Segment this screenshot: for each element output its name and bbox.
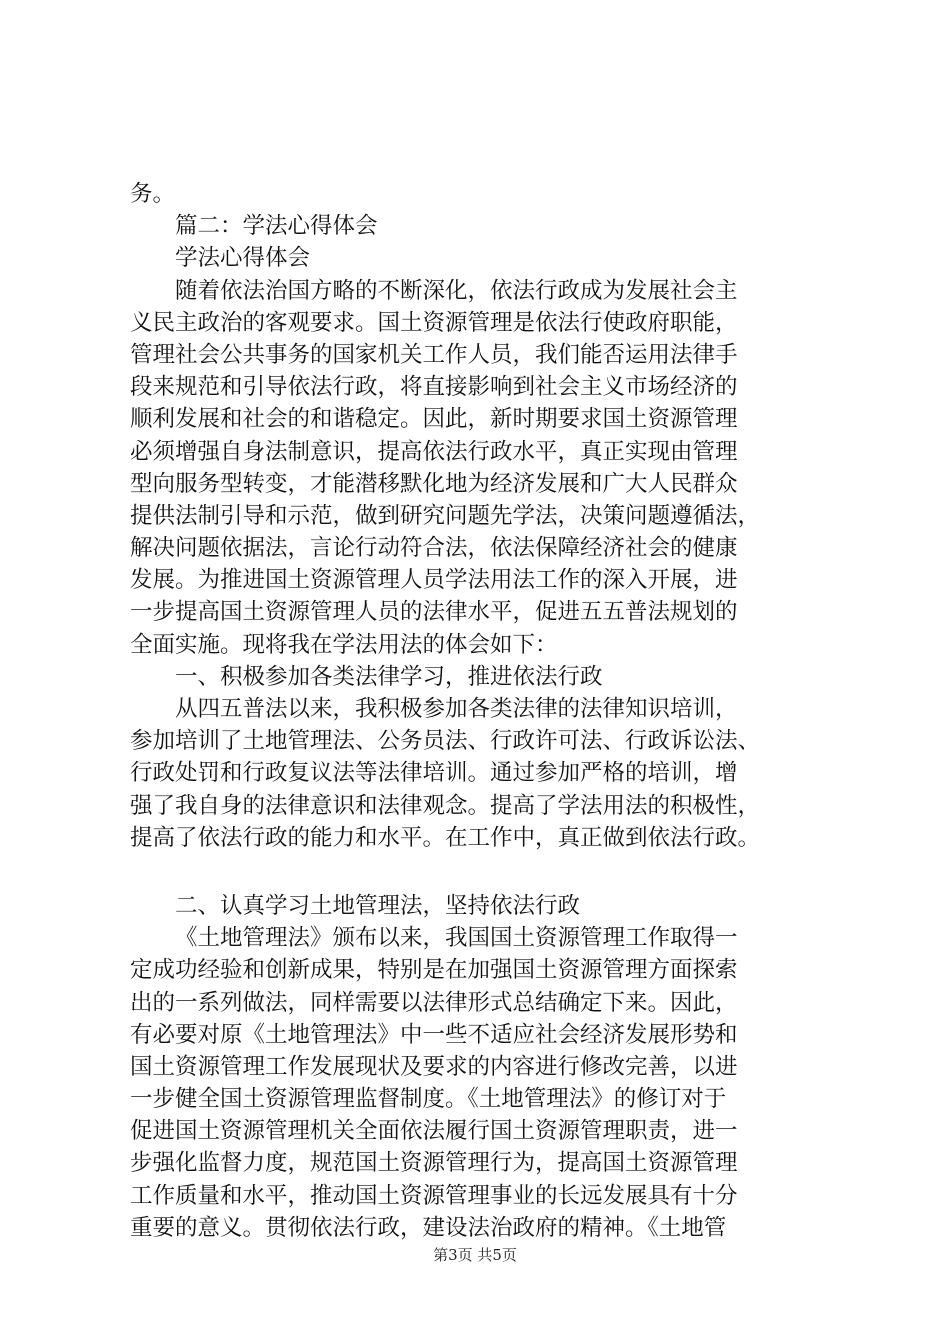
text-line: 一步健全国土资源管理监督制度。《土地管理法》的修订对于 (130, 1086, 727, 1113)
text-line: 发展。为推进国土资源管理人员学法用法工作的深入开展，进 (130, 567, 738, 594)
document-body (130, 178, 842, 1244)
text-line: 顺利发展和社会的和谐稳定。因此，新时期要求国土资源管理 (130, 406, 738, 433)
text-line: 解决问题依据法，言论行动符合法，依法保障经济社会的健康 (130, 535, 738, 562)
text-line: 步强化监督力度，规范国土资源管理行为，提高国土资源管理 (130, 1150, 738, 1177)
text-line: 全面实施。现将我在学法用法的体会如下： (130, 631, 558, 658)
text-line: 义民主政治的客观要求。国土资源管理是依法行使政府职能， (130, 309, 738, 336)
article-title: 学法心得体会 (175, 245, 311, 272)
text-line: 管理社会公共事务的国家机关工作人员，我们能否运用法律手 (130, 341, 738, 368)
text-line: 务。 (130, 181, 176, 207)
paragraph-gap (130, 854, 842, 890)
text-line: 参加培训了土地管理法、公务员法、行政许可法、行政诉讼法、 (130, 728, 761, 755)
text-line: 行政处罚和行政复议法等法律培训。通过参加严格的培训，增 (130, 760, 738, 787)
text-line: 出的一系列做法，同样需要以法律形式总结确定下来。因此， (130, 989, 738, 1016)
text-line: 型向服务型转变，才能潜移默化地为经济发展和广大人民群众 (130, 470, 738, 497)
page-footer: 第3页 共5页 (433, 1246, 517, 1264)
text-line: 提高了依法行政的能力和水平。在工作中，真正做到依法行政。 (130, 824, 761, 851)
text-line: 有必要对原《土地管理法》中一些不适应社会经济发展形势和 (130, 1021, 738, 1048)
section-heading: 篇二：学法心得体会 (175, 213, 378, 240)
text-line: 提供法制引导和示范，做到研究问题先学法，决策问题遵循法， (130, 502, 761, 529)
subsection-heading: 一、积极参加各类法律学习，推进依法行政 (175, 663, 603, 690)
text-line: 国土资源管理工作发展现状及要求的内容进行修改完善，以进 (130, 1053, 738, 1080)
text-line: 《土地管理法》颁布以来，我国国土资源管理工作取得一 (175, 925, 738, 952)
text-line: 重要的意义。贯彻依法行政，建设法治政府的精神。《土地管 (130, 1214, 727, 1241)
text-line: 促进国土资源管理机关全面依法履行国土资源管理职责，进一 (130, 1118, 738, 1145)
subsection-heading: 二、认真学习土地管理法，坚持依法行政 (175, 892, 581, 919)
text-line: 从四五普法以来，我积极参加各类法律的法律知识培训， (175, 696, 738, 722)
text-line: 必须增强自身法制意识，提高依法行政水平，真正实现由管理 (130, 438, 738, 465)
text-line: 强了我自身的法律意识和法律观念。提高了学法用法的积极性， (130, 792, 761, 819)
text-line: 随着依法治国方略的不断深化，依法行政成为发展社会主 (175, 277, 738, 304)
text-line: 定成功经验和创新成果，特别是在加强国土资源管理方面探索 (130, 957, 738, 984)
text-line: 工作质量和水平，推动国土资源管理事业的长远发展具有十分 (130, 1182, 738, 1209)
text-line: 段来规范和引导依法行政，将直接影响到社会主义市场经济的 (130, 374, 738, 401)
text-line: 一步提高国土资源管理人员的法律水平，促进五五普法规划的 (130, 599, 738, 626)
